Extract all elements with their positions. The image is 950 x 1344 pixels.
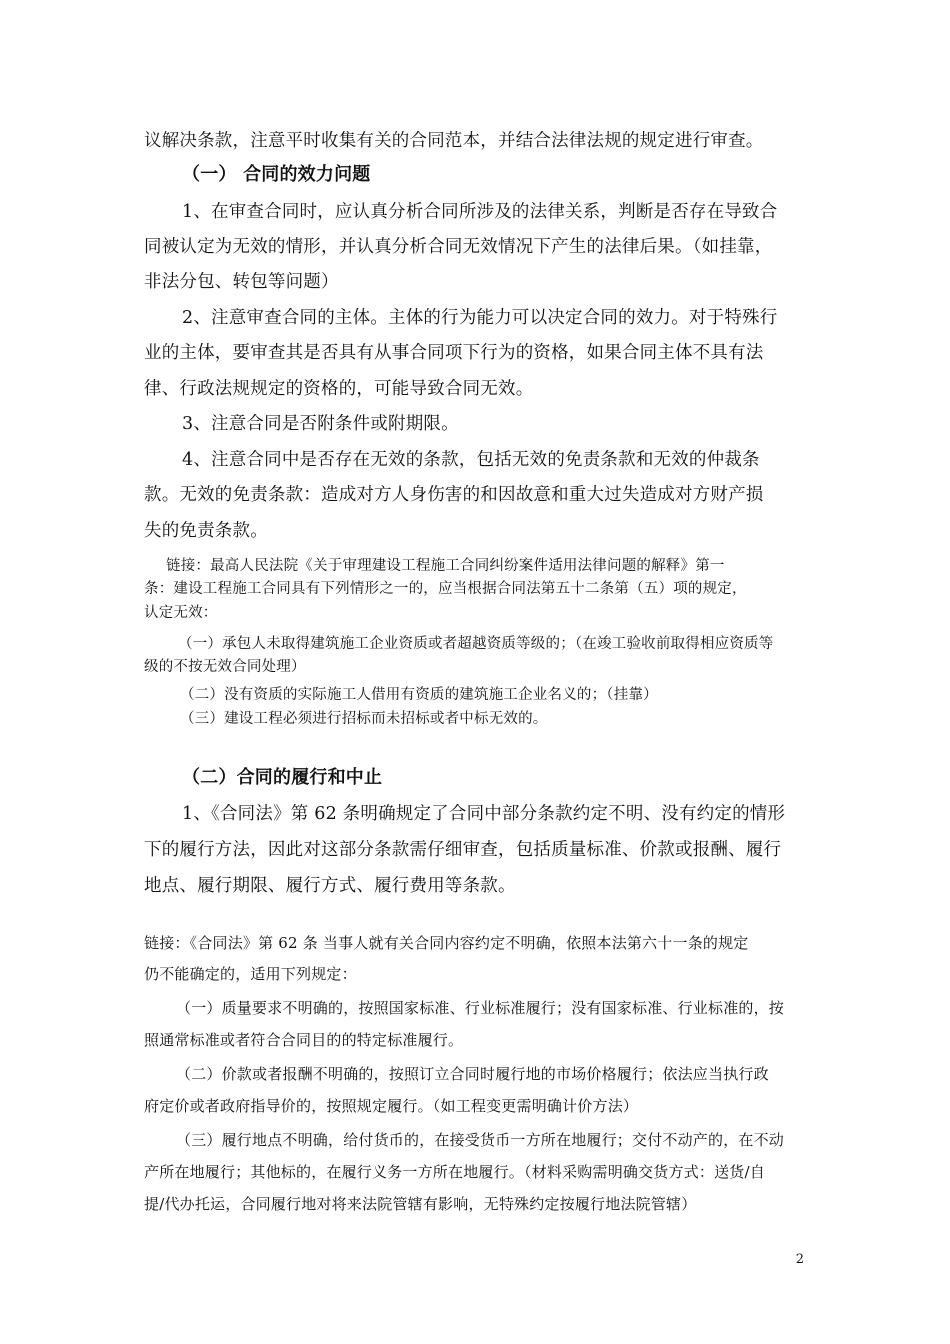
s2-link-line2: 仍不能确定的，适用下列规定： [144,965,357,983]
s1-item4-line1: 4、注意合同中是否存在无效的条款，包括无效的免责条款和无效的仲裁条 [182,450,760,470]
s2-link-line7: （三）履行地点不明确，给付货币的，在接受货币一方所在地履行；交付不动产的，在不动 [176,1131,785,1149]
s1-link-line7: （三）建设工程必须进行招标而未招标或者中标无效的。 [180,711,548,727]
s1-item2-line3: 律、行政法规规定的资格的，可能导致合同无效。 [144,379,534,399]
s2-item1-line1: 1、《合同法》第 62 条明确规定了合同中部分条款约定不明、没有约定的情形 [182,804,786,824]
page-number: 2 [795,1252,804,1267]
s1-item2-line2: 业的主体，要审查其是否具有从事合同项下行为的资格，如果合同主体不具有法 [144,343,764,363]
s2-link-line6: 府定价或者政府指导价的，按照规定履行。（如工程变更需明确计价方法） [144,1097,639,1115]
s2-item1-line2: 下的履行方法，因此对这部分条款需仔细审查，包括质量标准、价款或报酬、履行 [144,840,782,860]
s2-link-line3: （一）质量要求不明确的，按照国家标准、行业标准履行；没有国家标准、行业标准的，按 [176,999,785,1017]
s2-link-line5: （二）价款或者报酬不明确的，按照订立合同时履行地的市场价格履行；依法应当执行政 [176,1065,769,1083]
section1-heading: （一） 合同的效力问题 [182,164,371,185]
s2-link-line9: 提/代办托运，合同履行地对将来法院管辖有影响，无特殊约定按履行地法院管辖） [144,1195,697,1213]
s1-item1-line1: 1、在审查合同时，应认真分析合同所涉及的法律关系，判断是否存在导致合 [182,202,778,222]
s1-link-line1: 链接：最高人民法院《关于审理建设工程施工合同纠纷案件适用法律问题的解释》第一 [166,558,725,574]
s1-link-line2: 条：建设工程施工合同具有下列情形之一的，应当根据合同法第五十二条第（五）项的规定， [144,581,747,597]
s1-link-line3: 认定无效： [144,605,218,621]
s1-item1-line2: 同被认定为无效的情形，并认真分析合同无效情况下产生的法律后果。（如挂靠， [144,237,773,257]
s1-link-line5: 级的不按无效合同处理） [144,659,306,675]
s2-item1-line3: 地点、履行期限、履行方式、履行费用等条款。 [144,876,516,896]
s1-link-line4: （一）承包人未取得建筑施工企业资质或者超越资质等级的；（在竣工验收前取得相应资质等 [178,636,774,652]
s1-item2-line1: 2、注意审查合同的主体。主体的行为能力可以决定合同的效力。对于特殊行 [182,308,778,328]
s2-link-line8: 产所在地履行；其他标的，在履行义务一方所在地履行。（材料采购需明确交货方式：送货/自 [144,1163,765,1181]
intro-line: 议解决条款，注意平时收集有关的合同范本，并结合法律法规的规定进行审查。 [144,131,764,151]
s1-link-line6: （二）没有资质的实际施工人借用有资质的建筑施工企业名义的；（挂靠） [180,687,658,703]
s2-link-line4: 照通常标准或者符合合同目的的特定标准履行。 [144,1031,464,1049]
s1-item1-line3: 非法分包、转包等问题） [144,272,339,292]
section2-heading: （二）合同的履行和中止 [182,767,383,788]
s2-link-line1: 链接：《合同法》第 62 条 当事人就有关合同内容约定不明确，依照本法第六十一条的规定 [144,934,749,952]
s1-item4-line3: 失的免责条款。 [144,521,268,541]
s1-item3: 3、注意合同是否附条件或附期限。 [182,414,459,434]
s1-item4-line2: 款。无效的免责条款：造成对方人身伤害的和因故意和重大过失造成对方财产损 [144,485,764,505]
